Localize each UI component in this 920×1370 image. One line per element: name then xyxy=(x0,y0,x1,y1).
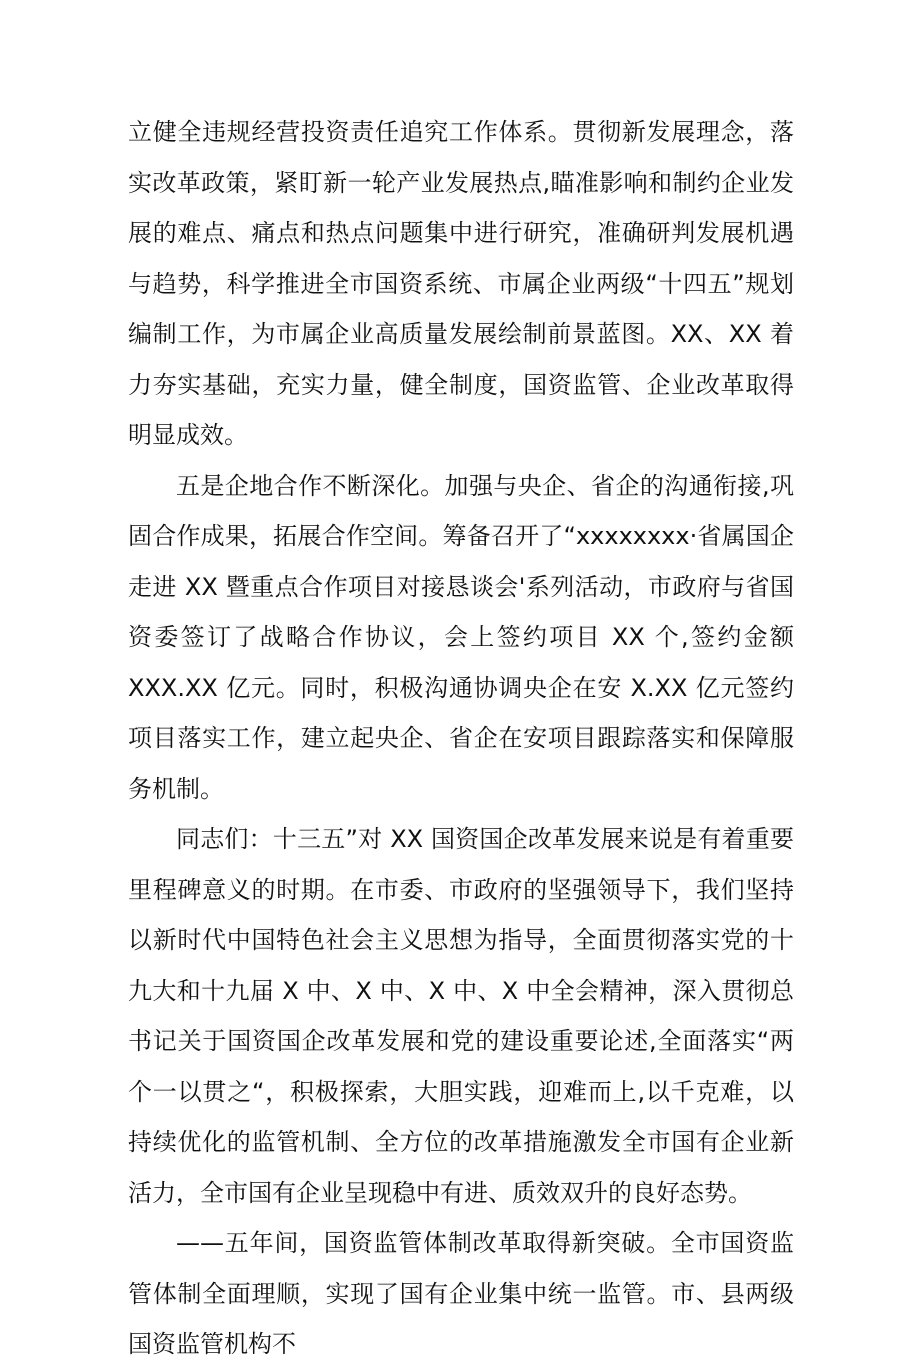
paragraph-3: 同志们：十三五”对 XX 国资国企改革发展来说是有着重要里程碑意义的时期。在市委、市政府的坚强领导下，我们坚持以新时代中国特色社会主义思想为指导，全面贯彻落实党的十九大和十九届 X 中、X 中、X 中、X 中全会精神，深入贯彻总书记关于国资国企改革发展和党的建设重要论述,全面落实“两个一以贯之“，积极探索，大胆实践，迎难而上,以千克难，以持续优化的监管机制、全方位的改革措施激发全市国有企业新活力，全市国有企业呈现稳中有进、质效双升的良好态势。 xyxy=(128,825,794,1207)
paragraph-2: 五是企地合作不断深化。加强与央企、省企的沟通衔接,巩固合作成果，拓展合作空间。筹备召开了“xxxxxxxx·省属国企走进 XX 暨重点合作项目对接恳谈会'系列活动，市政府与省国资委签订了战略合作协议，会上签约项目 XX 个,签约金额 XXX.XX 亿元。同时，积极沟通协调央企在安 X.XX 亿元签约项目落实工作，建立起央企、省企在安项目跟踪落实和保障服务机制。 xyxy=(128,471,794,803)
paragraph-1: 立健全违规经营投资责任追究工作体系。贯彻新发展理念，落实改革政策，紧盯新一轮产业发展热点,瞄准影响和制约企业发展的难点、痛点和热点问题集中进行研究，准确研判发展机遇与趋势，科学推进全市国资系统、市属企业两级“十四五”规划编制工作，为市属企业高质量发展绘制前景蓝图。XX、XX 着力夯实基础，充实力量，健全制度，国资监管、企业改革取得明显成效。 xyxy=(128,118,794,449)
paragraph-4: ——五年间，国资监管体制改革取得新突破。全市国资监管体制全面理顺，实现了国有企业集中统一监管。市、县两级国资监管机构不 xyxy=(128,1229,794,1358)
document-body xyxy=(128,107,794,1370)
